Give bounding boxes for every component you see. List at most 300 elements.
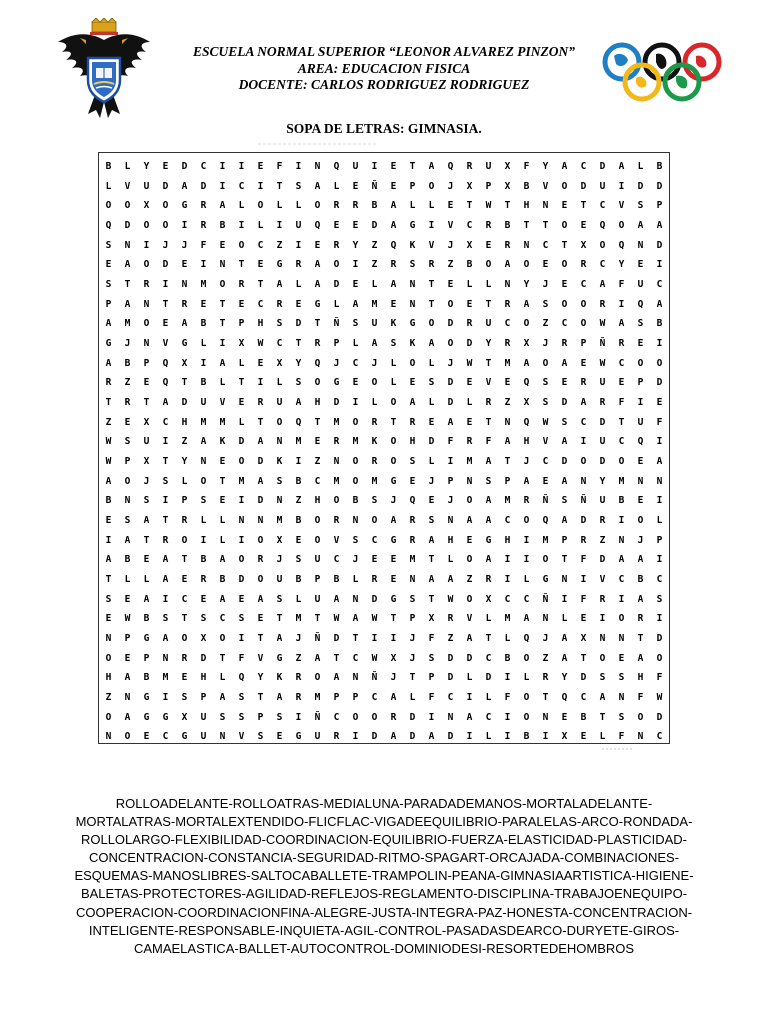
grid-letter[interactable]: A [105,318,112,330]
grid-letter[interactable]: C [504,515,511,526]
grid-letter[interactable]: U [314,731,321,743]
grid-letter[interactable]: H [409,436,416,448]
grid-letter[interactable]: L [390,377,397,389]
grid-letter[interactable]: M [409,554,416,566]
grid-letter[interactable]: A [485,554,492,566]
grid-letter[interactable]: O [371,515,378,526]
grid-letter[interactable]: B [200,318,207,330]
grid-letter[interactable]: L [409,692,416,703]
grid-letter[interactable]: P [656,534,663,546]
grid-letter[interactable]: W [124,613,131,625]
grid-letter[interactable]: S [276,318,283,330]
grid-letter[interactable]: E [447,279,454,290]
grid-letter[interactable]: R [314,338,321,349]
grid-letter[interactable]: O [618,456,625,467]
grid-letter[interactable]: C [580,161,587,172]
grid-letter[interactable]: O [219,633,226,644]
grid-letter[interactable]: A [561,161,568,172]
grid-letter[interactable]: O [390,397,397,408]
grid-letter[interactable]: T [314,613,321,625]
grid-letter[interactable]: T [162,515,169,526]
grid-letter[interactable]: Q [523,416,530,428]
grid-letter[interactable]: L [428,456,435,467]
grid-letter[interactable]: E [637,259,644,271]
grid-letter[interactable]: R [181,652,188,664]
grid-letter[interactable]: O [238,554,245,566]
grid-letter[interactable]: Q [447,161,454,172]
grid-letter[interactable]: N [352,672,359,684]
grid-letter[interactable]: O [276,416,283,428]
grid-letter[interactable]: F [580,554,587,566]
grid-letter[interactable]: W [656,692,663,703]
grid-letter[interactable]: I [428,220,435,231]
grid-letter[interactable]: O [352,456,359,467]
grid-letter[interactable]: M [200,416,207,428]
grid-letter[interactable]: N [276,495,283,507]
grid-letter[interactable]: I [656,338,663,349]
grid-letter[interactable]: A [314,259,321,271]
grid-letter[interactable]: H [105,672,112,684]
grid-letter[interactable]: A [466,633,473,644]
grid-letter[interactable]: H [314,495,321,507]
grid-letter[interactable]: R [599,298,606,310]
grid-letter[interactable]: A [580,397,587,408]
grid-letter[interactable]: E [561,711,568,723]
grid-letter[interactable]: T [428,593,435,605]
grid-letter[interactable]: Y [618,259,625,271]
grid-letter[interactable]: T [580,200,587,212]
grid-letter[interactable]: E [181,574,188,585]
grid-letter[interactable]: G [181,731,188,743]
grid-letter[interactable]: L [409,200,416,212]
grid-letter[interactable]: X [580,633,587,644]
grid-letter[interactable]: D [333,633,340,644]
grid-letter[interactable]: N [257,515,264,526]
grid-letter[interactable]: B [656,161,663,172]
grid-letter[interactable]: E [542,259,549,271]
grid-letter[interactable]: A [314,180,321,192]
grid-letter[interactable]: A [181,318,188,330]
grid-letter[interactable]: O [314,672,321,684]
grid-letter[interactable]: I [257,377,264,389]
grid-letter[interactable]: X [466,239,473,251]
grid-letter[interactable]: O [466,554,473,566]
grid-letter[interactable]: E [618,377,625,389]
grid-letter[interactable]: P [504,475,511,487]
grid-letter[interactable]: D [409,711,416,723]
grid-letter[interactable]: N [580,475,587,487]
grid-letter[interactable]: W [485,200,492,212]
grid-letter[interactable]: T [466,200,473,212]
grid-letter[interactable]: T [523,220,530,231]
grid-letter[interactable]: F [618,397,625,408]
grid-letter[interactable]: I [295,239,302,251]
grid-letter[interactable]: D [656,180,663,192]
grid-letter[interactable]: R [124,397,131,408]
grid-letter[interactable]: O [523,692,530,703]
grid-letter[interactable]: P [333,692,340,703]
grid-letter[interactable]: R [371,416,378,428]
grid-letter[interactable]: L [352,338,359,349]
grid-letter[interactable]: V [618,200,625,212]
grid-letter[interactable]: E [257,357,264,369]
grid-letter[interactable]: I [580,574,587,585]
grid-letter[interactable]: L [295,279,302,290]
grid-letter[interactable]: A [390,731,397,743]
grid-letter[interactable]: N [105,633,112,644]
grid-letter[interactable]: I [390,633,397,644]
grid-letter[interactable]: N [447,711,454,723]
grid-letter[interactable]: V [219,397,226,408]
grid-letter[interactable]: J [181,239,188,251]
grid-letter[interactable]: L [219,377,226,389]
grid-letter[interactable]: G [390,475,397,487]
grid-letter[interactable]: A [409,397,416,408]
grid-letter[interactable]: T [637,633,644,644]
grid-letter[interactable]: R [409,534,416,546]
grid-letter[interactable]: E [352,180,359,192]
grid-letter[interactable]: P [314,574,321,585]
grid-letter[interactable]: E [466,377,473,389]
grid-letter[interactable]: H [200,672,207,684]
grid-letter[interactable]: O [371,711,378,723]
grid-letter[interactable]: E [637,495,644,507]
grid-letter[interactable]: Z [466,574,473,585]
grid-letter[interactable]: I [352,259,359,271]
grid-letter[interactable]: D [371,220,378,231]
grid-letter[interactable]: R [409,416,416,428]
grid-letter[interactable]: E [447,200,454,212]
grid-letter[interactable]: R [485,220,492,231]
grid-letter[interactable]: N [523,239,530,251]
grid-letter[interactable]: D [447,672,454,684]
grid-letter[interactable]: I [542,731,549,743]
grid-letter[interactable]: A [637,652,644,664]
grid-letter[interactable]: R [333,436,340,448]
grid-letter[interactable]: N [466,475,473,487]
grid-letter[interactable]: B [504,220,511,231]
grid-letter[interactable]: Ñ [542,593,549,605]
grid-letter[interactable]: D [656,711,663,723]
grid-letter[interactable]: C [485,711,492,723]
grid-letter[interactable]: G [143,692,150,703]
grid-letter[interactable]: Ñ [333,318,340,330]
grid-letter[interactable]: L [124,161,131,172]
grid-letter[interactable]: X [181,357,188,369]
grid-letter[interactable]: U [599,495,606,507]
grid-letter[interactable]: O [333,259,340,271]
grid-letter[interactable]: N [352,593,359,605]
grid-letter[interactable]: I [580,436,587,448]
grid-letter[interactable]: V [466,613,473,625]
grid-letter[interactable]: D [428,436,435,448]
grid-letter[interactable]: A [390,220,397,231]
grid-letter[interactable]: T [257,692,264,703]
grid-letter[interactable]: L [466,397,473,408]
grid-letter[interactable]: I [618,298,625,310]
grid-letter[interactable]: L [504,633,511,644]
grid-letter[interactable]: A [561,633,568,644]
grid-letter[interactable]: A [485,456,492,467]
grid-letter[interactable]: T [333,652,340,664]
grid-letter[interactable]: I [295,711,302,723]
grid-letter[interactable]: A [656,456,663,467]
grid-letter[interactable]: C [200,161,207,172]
grid-letter[interactable]: X [200,633,207,644]
grid-letter[interactable]: T [219,298,226,310]
grid-letter[interactable]: J [523,456,530,467]
grid-letter[interactable]: K [409,239,416,251]
grid-letter[interactable]: W [447,593,454,605]
grid-letter[interactable]: L [352,574,359,585]
grid-letter[interactable]: A [523,475,530,487]
grid-letter[interactable]: B [219,574,226,585]
grid-letter[interactable]: E [561,377,568,389]
grid-letter[interactable]: S [238,692,245,703]
grid-letter[interactable]: C [542,456,549,467]
grid-letter[interactable]: Q [637,436,644,448]
grid-letter[interactable]: O [561,259,568,271]
grid-letter[interactable]: S [637,318,644,330]
grid-letter[interactable]: L [238,416,245,428]
grid-letter[interactable]: O [618,220,625,231]
grid-letter[interactable]: M [200,279,207,290]
grid-letter[interactable]: M [333,416,340,428]
grid-letter[interactable]: W [333,613,340,625]
grid-letter[interactable]: O [561,298,568,310]
grid-letter[interactable]: G [276,259,283,271]
grid-letter[interactable]: R [200,200,207,212]
grid-letter[interactable]: N [352,515,359,526]
grid-letter[interactable]: U [599,436,606,448]
grid-letter[interactable]: T [181,613,188,625]
grid-letter[interactable]: R [599,515,606,526]
grid-letter[interactable]: B [333,574,340,585]
grid-letter[interactable]: O [105,200,112,212]
grid-letter[interactable]: C [656,731,663,743]
grid-letter[interactable]: R [143,279,150,290]
grid-letter[interactable]: Q [523,633,530,644]
grid-letter[interactable]: S [295,377,302,389]
grid-letter[interactable]: O [428,180,435,192]
grid-letter[interactable]: I [618,180,625,192]
grid-letter[interactable]: E [656,397,663,408]
grid-letter[interactable]: O [162,200,169,212]
grid-letter[interactable]: W [371,652,378,664]
grid-letter[interactable]: A [276,279,283,290]
grid-letter[interactable]: R [333,239,340,251]
grid-letter[interactable]: D [162,180,169,192]
grid-letter[interactable]: N [637,239,644,251]
grid-letter[interactable]: F [428,692,435,703]
grid-letter[interactable]: O [105,711,112,723]
grid-letter[interactable]: S [409,456,416,467]
grid-letter[interactable]: U [276,574,283,585]
grid-letter[interactable]: E [105,259,112,271]
grid-letter[interactable]: E [580,220,587,231]
grid-letter[interactable]: D [181,397,188,408]
grid-letter[interactable]: A [257,436,264,448]
grid-letter[interactable]: I [238,161,245,172]
grid-letter[interactable]: S [181,692,188,703]
grid-letter[interactable]: L [561,613,568,625]
grid-letter[interactable]: O [561,220,568,231]
grid-letter[interactable]: E [580,613,587,625]
grid-letter[interactable]: T [561,239,568,251]
grid-letter[interactable]: L [485,613,492,625]
grid-letter[interactable]: I [523,534,530,546]
grid-letter[interactable]: L [390,357,397,369]
grid-letter[interactable]: T [485,357,492,369]
grid-letter[interactable]: A [637,593,644,605]
grid-letter[interactable]: R [162,534,169,546]
grid-letter[interactable]: T [409,161,416,172]
grid-letter[interactable]: M [352,436,359,448]
grid-letter[interactable]: A [656,220,663,231]
grid-letter[interactable]: X [238,338,245,349]
grid-letter[interactable]: B [466,259,473,271]
grid-letter[interactable]: E [390,554,397,566]
grid-letter[interactable]: L [105,180,112,192]
grid-letter[interactable]: R [371,456,378,467]
grid-letter[interactable]: W [599,318,606,330]
grid-letter[interactable]: O [162,220,169,231]
grid-letter[interactable]: O [181,633,188,644]
grid-letter[interactable]: O [637,515,644,526]
grid-letter[interactable]: E [219,495,226,507]
grid-letter[interactable]: E [200,298,207,310]
grid-letter[interactable]: E [219,456,226,467]
grid-letter[interactable]: E [162,318,169,330]
grid-letter[interactable]: L [485,279,492,290]
grid-letter[interactable]: T [257,279,264,290]
grid-letter[interactable]: S [542,397,549,408]
grid-letter[interactable]: S [409,593,416,605]
grid-letter[interactable]: B [371,200,378,212]
grid-letter[interactable]: I [162,436,169,448]
grid-letter[interactable]: B [124,554,131,566]
grid-letter[interactable]: M [618,475,625,487]
grid-letter[interactable]: J [143,475,150,487]
grid-letter[interactable]: V [333,534,340,546]
grid-letter[interactable]: D [485,672,492,684]
grid-letter[interactable]: Q [390,239,397,251]
grid-letter[interactable]: E [390,574,397,585]
grid-letter[interactable]: N [333,456,340,467]
grid-letter[interactable]: X [143,416,150,428]
grid-letter[interactable]: A [618,554,625,566]
grid-letter[interactable]: A [314,279,321,290]
grid-letter[interactable]: L [200,338,207,349]
grid-letter[interactable]: L [428,397,435,408]
grid-letter[interactable]: Z [295,652,302,664]
grid-letter[interactable]: N [124,692,131,703]
grid-letter[interactable]: C [276,338,283,349]
grid-letter[interactable]: P [428,672,435,684]
grid-letter[interactable]: M [371,475,378,487]
grid-letter[interactable]: Y [561,672,568,684]
grid-letter[interactable]: I [352,731,359,743]
grid-letter[interactable]: J [542,633,549,644]
grid-letter[interactable]: D [656,377,663,389]
grid-letter[interactable]: I [238,534,245,546]
grid-letter[interactable]: E [618,652,625,664]
grid-letter[interactable]: O [447,298,454,310]
grid-letter[interactable]: Ñ [580,495,587,507]
grid-letter[interactable]: A [447,574,454,585]
grid-letter[interactable]: A [428,731,435,743]
grid-letter[interactable]: T [219,475,226,487]
grid-letter[interactable]: T [542,692,549,703]
grid-letter[interactable]: B [618,495,625,507]
grid-letter[interactable]: C [561,318,568,330]
grid-letter[interactable]: N [105,731,112,743]
grid-letter[interactable]: A [561,436,568,448]
grid-letter[interactable]: O [124,475,131,487]
grid-letter[interactable]: Y [257,672,264,684]
grid-letter[interactable]: L [428,200,435,212]
grid-letter[interactable]: J [295,633,302,644]
grid-letter[interactable]: G [143,711,150,723]
grid-letter[interactable]: B [105,161,112,172]
grid-letter[interactable]: R [200,574,207,585]
grid-letter[interactable]: O [428,318,435,330]
grid-letter[interactable]: X [485,593,492,605]
grid-letter[interactable]: L [219,515,226,526]
grid-letter[interactable]: E [124,416,131,428]
grid-letter[interactable]: N [447,515,454,526]
grid-letter[interactable]: Z [295,495,302,507]
grid-letter[interactable]: H [447,534,454,546]
grid-letter[interactable]: T [428,554,435,566]
grid-letter[interactable]: S [143,495,150,507]
grid-letter[interactable]: R [466,318,473,330]
grid-letter[interactable]: C [618,574,625,585]
grid-letter[interactable]: F [637,692,644,703]
grid-letter[interactable]: T [314,416,321,428]
grid-letter[interactable]: A [105,554,112,566]
grid-letter[interactable]: E [219,239,226,251]
grid-letter[interactable]: I [599,613,606,625]
grid-letter[interactable]: G [181,200,188,212]
grid-letter[interactable]: E [276,731,283,743]
grid-letter[interactable]: X [143,200,150,212]
grid-letter[interactable]: A [333,593,340,605]
grid-letter[interactable]: T [295,338,302,349]
grid-letter[interactable]: I [504,731,511,743]
grid-letter[interactable]: L [447,554,454,566]
grid-letter[interactable]: M [466,456,473,467]
grid-letter[interactable]: V [428,239,435,251]
grid-letter[interactable]: D [371,731,378,743]
grid-letter[interactable]: C [504,593,511,605]
grid-letter[interactable]: N [542,613,549,625]
grid-letter[interactable]: W [257,338,264,349]
grid-letter[interactable]: T [257,416,264,428]
grid-letter[interactable]: O [257,574,264,585]
grid-letter[interactable]: E [637,338,644,349]
grid-letter[interactable]: L [523,672,530,684]
grid-letter[interactable]: E [409,377,416,389]
grid-letter[interactable]: Z [447,633,454,644]
grid-letter[interactable]: I [371,633,378,644]
grid-letter[interactable]: N [504,416,511,428]
grid-letter[interactable]: A [599,279,606,290]
grid-letter[interactable]: A [561,357,568,369]
grid-letter[interactable]: R [371,574,378,585]
grid-letter[interactable]: S [124,515,131,526]
grid-letter[interactable]: I [447,456,454,467]
